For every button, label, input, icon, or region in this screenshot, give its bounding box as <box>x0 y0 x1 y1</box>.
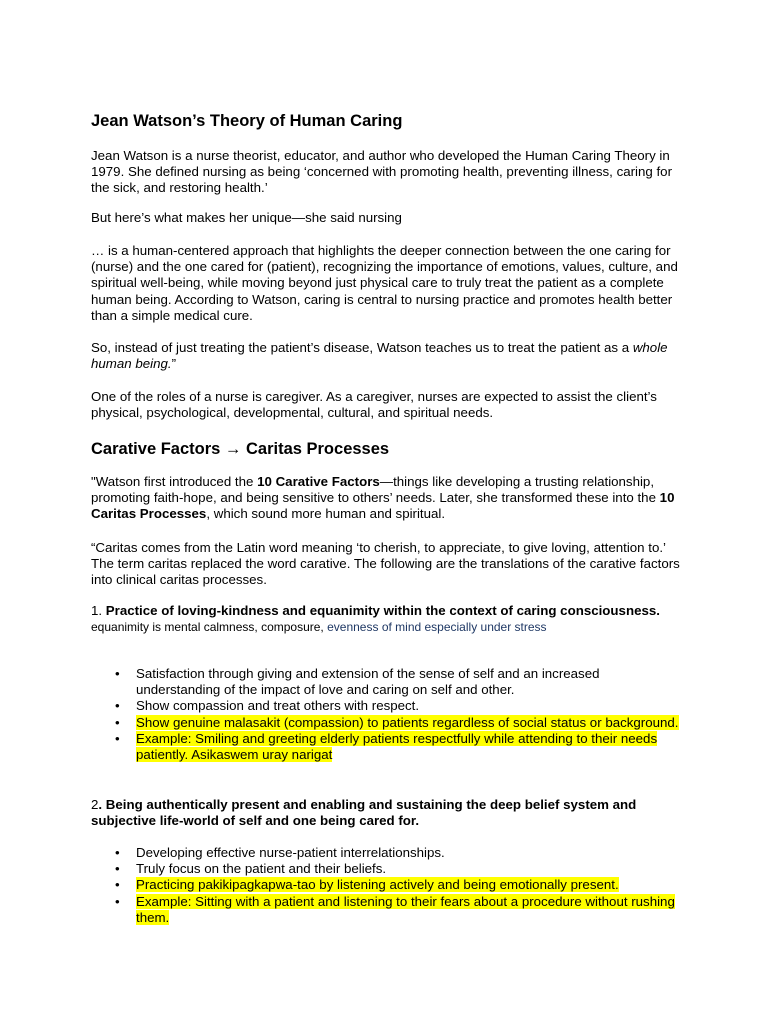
p4-emphasis: whole human being. <box>91 340 668 372</box>
intro-paragraph-4 <box>91 340 683 372</box>
list-item <box>91 666 683 698</box>
bullet-text: Show compassion and treat others with respect. <box>136 698 420 714</box>
bullet-text: Truly focus on the patient and their beliefs. <box>136 861 387 877</box>
item-1-note: equanimity is mental calmness, composure, <box>91 620 328 635</box>
document-title: Jean Watson’s Theory of Human Caring <box>91 112 403 130</box>
list-item <box>91 731 683 763</box>
p4-closing-quote: ” <box>171 356 177 372</box>
list-item <box>91 845 683 861</box>
bullet-text-highlighted: Example: Smiling and greeting elderly patients respectfully while attending to their needs patiently. Asikaswem uray narigat <box>136 730 658 763</box>
list-item <box>91 877 683 893</box>
item-2-title: . Being authentically present and enabling and sustaining the deep belief system and subjective life-world of self and one being cared for. <box>91 797 637 829</box>
bullet-text: Satisfaction through giving and extension of the sense of self and an increased understanding of the impact of love and caring on self and other. <box>136 666 600 698</box>
list-item <box>91 715 683 731</box>
section-heading: Carative Factors → Caritas Processes <box>91 440 390 458</box>
intro-paragraph-1: Jean Watson is a nurse theorist, educator, and author who developed the Human Caring Theory in 1979. She defined nursing as being ‘concerned with promoting health, preventing illness, caring for the sick, and restoring health.’ <box>91 148 672 196</box>
item-1-note-navy: evenness of mind especially under stress <box>327 620 547 635</box>
bullet-text-highlighted: Practicing pakikipagkapwa-tao by listening actively and being emotionally present. <box>136 877 619 893</box>
item-2-heading <box>91 797 683 829</box>
list-item <box>91 894 683 926</box>
sp1-bold-1: 10 Carative Factors <box>257 474 380 489</box>
item-1-heading <box>91 603 683 635</box>
intro-paragraph-2: But here’s what makes her unique—she said nursing <box>91 210 402 225</box>
item-1-number: 1. <box>91 603 106 618</box>
item-1-title: Practice of loving-kindness and equanimity within the context of caring consciousness. <box>105 603 660 618</box>
p4-text: So, instead of just treating the patient’s disease, Watson teaches us to treat the patient as a <box>91 340 633 355</box>
intro-paragraph-3: … is a human-centered approach that highlights the deeper connection between the one caring for (nurse) and the one cared for (patient), recognizing the importance of emotions, values, culture, and spiritual well-being, while moving beyond just physical care to truly treat the patient as a complete human being. According to Watson, caring is central to nursing practice and promotes health better than a simple medical cure. <box>91 243 678 323</box>
sp1-d: , which sound more human and spiritual. <box>206 506 446 522</box>
item-2-number: 2 <box>91 797 99 812</box>
sp1-a: "Watson first introduced the <box>91 474 258 489</box>
item-2-bullets <box>91 845 683 926</box>
bullet-text: Developing effective nurse-patient interrelationships. <box>136 845 445 860</box>
section-paragraph-2: “Caritas comes from the Latin word meaning ‘to cherish, to appreciate, to give loving, attention to.’ The term caritas replaced the word carative. The following are the translations of the carative factors into clinical caritas processes. <box>91 540 680 588</box>
list-item <box>91 861 683 877</box>
section-paragraph-1 <box>91 474 683 523</box>
bullet-text-highlighted: Show genuine malasakit (compassion) to patients regardless of social status or background. <box>136 714 679 730</box>
sp1-bold-2: 10 Caritas Processes <box>91 490 675 522</box>
item-1-bullets <box>91 666 683 763</box>
intro-paragraph-5: One of the roles of a nurse is caregiver. As a caregiver, nurses are expected to assist the client’s physical, psychological, developmental, cultural, and spiritual needs. <box>91 389 657 421</box>
bullet-text-highlighted: Example: Sitting with a patient and listening to their fears about a procedure without rushing them. <box>136 893 675 925</box>
list-item <box>91 698 683 714</box>
sp1-c: —things like developing a trusting relationship, promoting faith-hope, and being sensitive to others’ needs. Later, she transformed these into the <box>91 474 660 506</box>
